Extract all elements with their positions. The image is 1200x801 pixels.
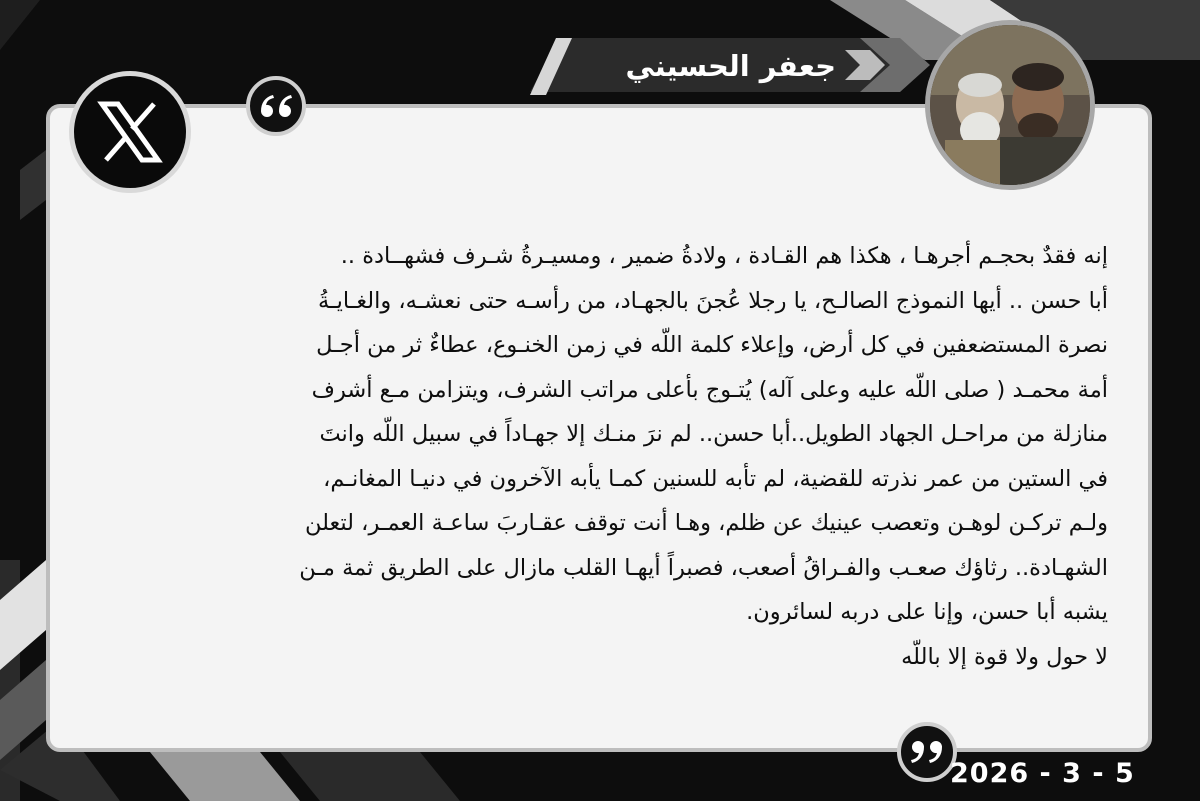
quote-line: لا حول ولا قوة إلا باللّه — [901, 643, 1108, 670]
quote-line: يشبه أبا حسن، وإنا على دربه لسائرون. — [746, 599, 1108, 625]
quote-open-mark — [246, 76, 306, 136]
quote-line: أمة محمـد ( صلى اللّه عليه وعلى آله) يُتـوج بأعلى مراتب الشرف، ويتزامن مـع أشرف — [311, 376, 1108, 403]
x-logo-badge — [69, 71, 191, 193]
quote-line: ولـم تركـن لوهـن وتعصب عينيك عن ظلم، وهـا أنت توقف عقـاربَ ساعـة العمـر، لتعلن — [304, 510, 1108, 536]
author-avatar — [925, 20, 1095, 190]
quote-line: إنه فقدٌ بحجـم أجرهـا ، هكذا هم القـادة ، ولادةُ ضمير ، ومسيـرةُ شـرف فشهــادة .. — [340, 243, 1108, 269]
quote-line: في الستين من عمر نذرته للقضية، لم تأبه للسنين كمـا يأبه الآخرون في دنيـا المغانـم، — [323, 465, 1108, 492]
quote-close-mark — [897, 722, 957, 782]
quote-line: نصرة المستضعفين في كل أرض، وإعلاء كلمة اللّه في زمن الخنـوع، عطاءٌ ثر من أجـل — [316, 332, 1108, 358]
post-date: 2026 - 3 - 5 — [950, 758, 1135, 789]
quote-open-icon — [259, 91, 293, 121]
quote-line: أبا حسن .. أيها النموذج الصالـح، يا رجلا عُجنَ بالجهـاد، من رأسـه حتى نعشـه، والغـايـةُ — [318, 287, 1108, 314]
quote-body — [132, 234, 1108, 679]
quote-close-icon — [910, 737, 944, 767]
x-logo-icon — [96, 98, 164, 166]
author-name: جعفر الحسيني — [625, 49, 836, 83]
quote-line: الشهـادة.. رثاؤك صعـب والفـراقُ أصعب، فصبراً أيهـا القلب مازال على الطريق ثمة مـن — [299, 554, 1108, 581]
quote-line: منازلة من مراحـل الجهاد الطويل..أبا حسن.. لم نرَ منـك إلا جهـاداً في سبيل اللّه وانتَ — [319, 421, 1108, 447]
